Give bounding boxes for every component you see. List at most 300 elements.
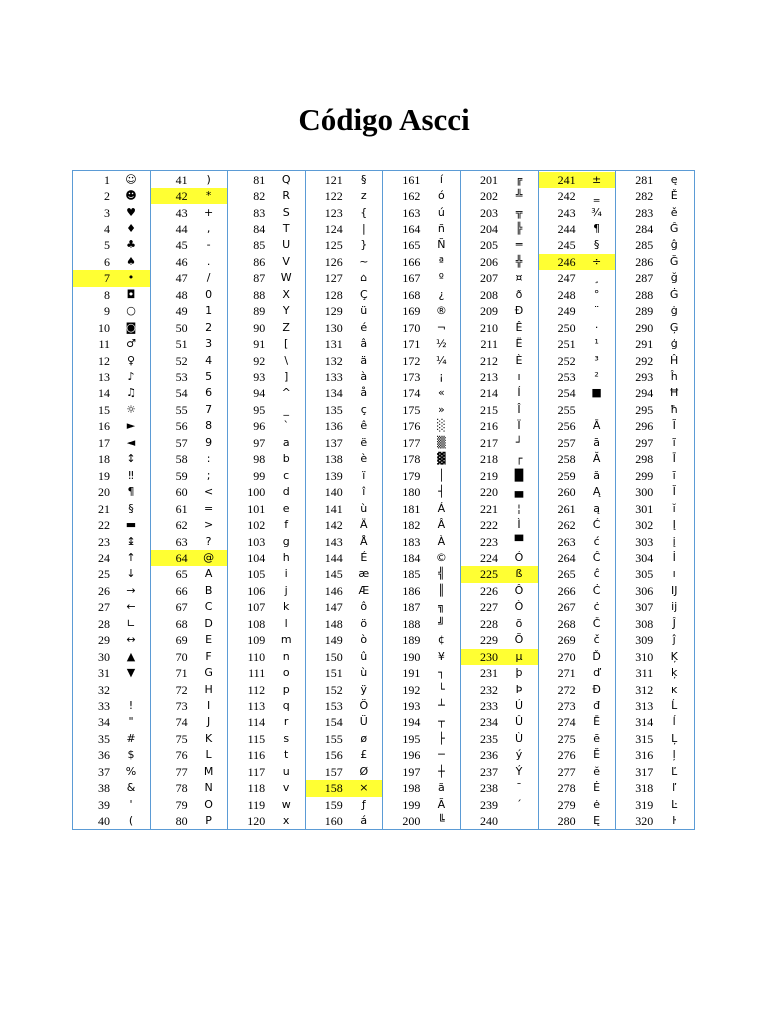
code-number: 275 [557,731,576,746]
code-number: 46 [175,254,188,269]
code-number: 195 [402,731,421,746]
code-character: ♥ [126,205,136,219]
table-row [228,764,305,780]
code-character: Č [592,616,601,630]
table-row [461,270,538,286]
code-number: 292 [635,353,654,368]
code-number: 217 [480,435,498,450]
code-number: 41 [175,172,188,187]
code-character: Æ [358,583,370,597]
table-row [306,205,383,221]
code-character: w [281,797,291,811]
code-character: o [282,666,290,680]
code-character: ´ [516,797,522,811]
code-character: Î [517,402,521,416]
code-number: 143 [324,534,343,549]
code-character: Ĩ [672,419,676,433]
code-character: 7 [205,402,213,416]
code-number: 219 [480,468,498,483]
table-row [73,254,150,270]
code-character: J [206,715,211,729]
table-row [616,270,693,286]
table-row [228,797,305,813]
table-row [539,550,616,566]
code-character: Ċ [592,583,601,597]
table-row [228,747,305,763]
code-character: đ [593,699,601,712]
code-character: [ [284,337,289,351]
code-number: 146 [324,583,343,598]
code-number: 64 [175,550,188,565]
code-character: ► [126,419,136,433]
table-row [539,385,616,401]
code-character: Ħ [669,386,680,400]
code-character: $ [127,748,135,762]
code-character: ♫ [126,386,136,400]
code-character: ĵ [672,633,676,647]
code-character: ƒ [361,797,366,811]
table-row [616,418,693,434]
code-character: Ĺ [671,699,678,712]
code-number: 187 [402,600,421,615]
table-row [383,731,460,747]
table-row [616,237,693,253]
code-number: 76 [175,748,188,763]
code-number: 141 [324,501,343,516]
code-number: 138 [324,452,343,467]
table-row [383,797,460,813]
code-number: 31 [98,666,110,681]
code-character: Į [672,518,676,532]
code-number: 80 [175,814,188,829]
code-character: ▀ [514,534,524,548]
code-character: á [360,814,368,828]
code-character: © [435,550,447,564]
table-row [306,435,383,451]
code-number: 156 [324,748,343,763]
table-row [539,353,616,369]
code-number: 290 [635,320,654,335]
code-number: 288 [635,287,654,302]
table-row [461,566,538,582]
code-character: ă [593,468,600,482]
table-row [383,714,460,730]
code-number: 107 [247,600,266,615]
code-number: 263 [557,534,576,549]
code-number: 294 [635,386,654,401]
code-character: ² [594,370,599,383]
code-character: ³ [594,353,599,367]
table-row [383,550,460,566]
code-number: 82 [253,189,266,204]
table-row [383,534,460,550]
code-character: à [360,370,368,383]
table-row [306,270,383,286]
code-number: 273 [557,699,576,713]
code-number: 176 [402,419,421,434]
code-character: È [515,353,523,367]
code-number: 77 [175,764,188,779]
table-row [383,698,460,714]
code-character: Ð [514,304,524,318]
table-row [228,583,305,599]
table-row [383,468,460,484]
code-number: 221 [480,501,498,516]
code-number: 69 [175,633,188,648]
code-character: K [204,731,213,745]
table-row [151,780,228,796]
table-row [73,698,150,714]
code-number: 144 [324,550,343,565]
code-number: 157 [324,764,343,779]
code-character: ļ [672,748,676,762]
table-row [151,303,228,319]
table-row [461,649,538,665]
table-row [151,468,228,484]
code-number: 177 [402,435,421,450]
table-row [539,731,616,747]
table-row [306,780,383,796]
code-number: 237 [480,764,498,779]
code-number: 212 [480,353,498,368]
code-number: 98 [253,452,266,467]
table-row [151,797,228,813]
code-character: ♣ [126,238,136,252]
code-number: 287 [635,271,654,286]
table-row [539,468,616,484]
code-character: ~ [359,254,369,268]
code-character: è [360,452,368,466]
code-number: 9 [104,304,110,319]
table-row [306,385,383,401]
code-number: 164 [402,221,421,236]
code-character: k [283,600,290,614]
table-row [461,385,538,401]
code-number: 256 [557,419,576,434]
table-row [539,566,616,582]
table-row [228,780,305,796]
code-number: 40 [98,814,110,829]
table-row [306,747,383,763]
code-character: ☺ [125,172,137,186]
code-character: » [438,402,445,416]
code-character: Ò [514,600,524,614]
table-row [539,287,616,303]
code-number: 147 [324,600,343,615]
table-column [616,171,694,829]
code-character: ╩ [515,189,523,203]
code-character: X [282,287,290,301]
table-column [151,171,229,829]
table-row [151,764,228,780]
code-character: Đ [592,682,601,696]
code-number: 65 [175,567,188,582]
code-character: ē [593,731,600,745]
code-number: 51 [175,337,188,352]
table-row [383,270,460,286]
table-row [306,566,383,582]
code-character: • [127,271,135,285]
code-character: { [360,205,368,219]
table-row [383,254,460,270]
code-character: B [204,583,213,597]
code-number: 232 [480,682,498,697]
code-number: 299 [635,468,654,483]
table-row [616,682,693,698]
code-character: ã [438,781,445,795]
code-number: 97 [253,435,266,450]
code-number: 296 [635,419,654,434]
table-row [616,353,693,369]
code-number: 117 [247,764,266,779]
code-number: 89 [253,304,266,319]
code-character: > [203,518,214,532]
code-character: ú [437,205,445,219]
code-number: 242 [557,189,576,204]
code-number: 104 [247,550,266,565]
code-number: 192 [402,682,421,697]
code-number: 153 [324,699,343,713]
code-character: 6 [205,386,213,400]
table-row [461,714,538,730]
table-row [306,221,383,237]
table-row [73,369,150,385]
code-character: & [126,781,136,795]
table-row [616,747,693,763]
code-number: 145 [324,567,343,582]
code-character: ß [515,567,523,581]
code-number: 50 [175,320,188,335]
table-row [383,336,460,352]
code-number: 7 [104,271,110,286]
code-character: ↑ [126,550,136,564]
code-number: 268 [557,616,576,631]
table-row [151,287,228,303]
code-number: 194 [402,715,421,730]
table-row [306,484,383,500]
table-row [539,320,616,336]
code-character: Ó [514,550,524,564]
code-number: 123 [324,205,343,220]
code-character: f [284,518,289,532]
code-number: 127 [324,271,343,286]
table-row [461,747,538,763]
code-character: é [360,320,368,334]
code-number: 266 [557,583,576,598]
code-number: 169 [402,304,421,319]
table-row [228,336,305,352]
code-number: 196 [402,748,421,763]
code-number: 8 [104,287,110,302]
code-character: L [205,748,212,762]
code-number: 318 [635,781,654,796]
code-character: O [204,797,213,811]
table-row [73,731,150,747]
code-number: 291 [635,337,654,352]
code-number: 96 [253,419,266,434]
code-character: ┤ [438,485,445,499]
table-row [539,402,616,418]
code-character: 3 [205,337,213,351]
code-number: 198 [402,781,421,796]
table-row [151,320,228,336]
code-character: ▓ [437,452,446,466]
table-row [151,649,228,665]
code-character: ¨ [593,304,600,318]
code-character: - [206,238,211,252]
code-number: 279 [557,797,576,812]
table-row [461,320,538,336]
code-character: Ė [593,781,601,795]
code-character: ď [593,666,601,680]
code-number: 233 [480,699,498,713]
code-character: ♪ [127,370,135,383]
code-number: 298 [635,452,654,467]
table-row [228,731,305,747]
table-row [461,237,538,253]
table-row [73,583,150,599]
table-row [383,780,460,796]
code-character: ċ [593,600,600,614]
table-row [383,287,460,303]
code-number: 309 [635,633,654,648]
code-number: 115 [247,731,266,746]
table-row [461,632,538,648]
code-character: ÷ [591,254,602,268]
code-number: 205 [480,238,498,253]
code-number: 88 [253,287,266,302]
code-number: 72 [175,682,188,697]
code-number: 163 [402,205,421,220]
table-row [73,237,150,253]
code-number: 87 [253,271,266,286]
code-number: 79 [175,797,188,812]
table-row [306,451,383,467]
table-row [73,385,150,401]
code-character: Þ [515,682,523,696]
code-character: e [282,501,290,515]
table-row [73,320,150,336]
code-character: ä [360,353,368,367]
code-character: £ [360,748,368,762]
code-number: 74 [175,715,188,730]
table-row [306,237,383,253]
table-row [616,813,693,829]
code-number: 154 [324,715,343,730]
code-character: ^ [281,386,291,400]
code-character: Í [517,386,521,400]
code-number: 210 [480,320,498,335]
code-number: 225 [480,567,498,582]
code-number: 315 [635,731,654,746]
code-character: → [126,583,136,597]
table-row [539,616,616,632]
table-row [151,270,228,286]
code-character: ğ [670,271,678,285]
code-character: û [360,649,368,663]
code-number: 150 [324,649,343,664]
code-character: ķ [671,666,678,680]
table-row [228,287,305,303]
table-row [616,451,693,467]
table-row [151,254,228,270]
table-row [616,649,693,665]
table-row [383,320,460,336]
code-character: æ [358,567,370,581]
code-character: ¶ [127,485,135,499]
table-row [151,221,228,237]
code-number: 116 [247,748,266,763]
code-number: 295 [635,402,654,417]
code-number: 286 [635,254,654,269]
code-character: + [203,205,214,219]
code-character: § [593,238,600,252]
table-row [461,813,538,829]
table-row [228,534,305,550]
code-character: ▲ [126,649,136,663]
code-character: I [206,699,211,712]
code-character: ¸ [593,271,600,285]
code-number: 110 [247,649,266,664]
code-character: | [361,221,366,235]
table-row [461,616,538,632]
code-character: H [204,682,213,696]
table-row [306,254,383,270]
table-row [73,632,150,648]
code-character: Q [281,172,291,186]
code-number: 75 [175,731,188,746]
table-row [616,764,693,780]
table-row [228,451,305,467]
table-row [616,435,693,451]
table-row [228,616,305,632]
code-character: 9 [205,435,213,449]
code-character: r [283,715,289,729]
table-row [461,731,538,747]
code-character: Ē [593,715,601,729]
table-row [73,517,150,533]
code-number: 129 [324,304,343,319]
table-row [73,501,150,517]
table-row [383,764,460,780]
table-row [616,566,693,582]
table-row [383,747,460,763]
code-number: 313 [635,699,654,713]
code-character: ↔ [126,633,136,647]
code-character: N [204,781,213,795]
code-character: ' [129,797,133,811]
table-row [306,501,383,517]
table-row [539,698,616,714]
code-number: 135 [324,402,343,417]
table-row [73,616,150,632]
code-number: 202 [480,189,498,204]
code-number: 255 [557,402,576,417]
code-character: ½ [436,337,447,351]
code-character: ‗ [593,189,600,203]
table-row [228,369,305,385]
table-row [73,649,150,665]
code-number: 15 [98,402,110,417]
code-character: ı [672,567,676,581]
table-row [228,714,305,730]
table-row [306,353,383,369]
table-row [539,172,616,188]
code-number: 85 [253,238,266,253]
code-number: 93 [253,370,266,384]
table-row [616,632,693,648]
table-row [461,797,538,813]
